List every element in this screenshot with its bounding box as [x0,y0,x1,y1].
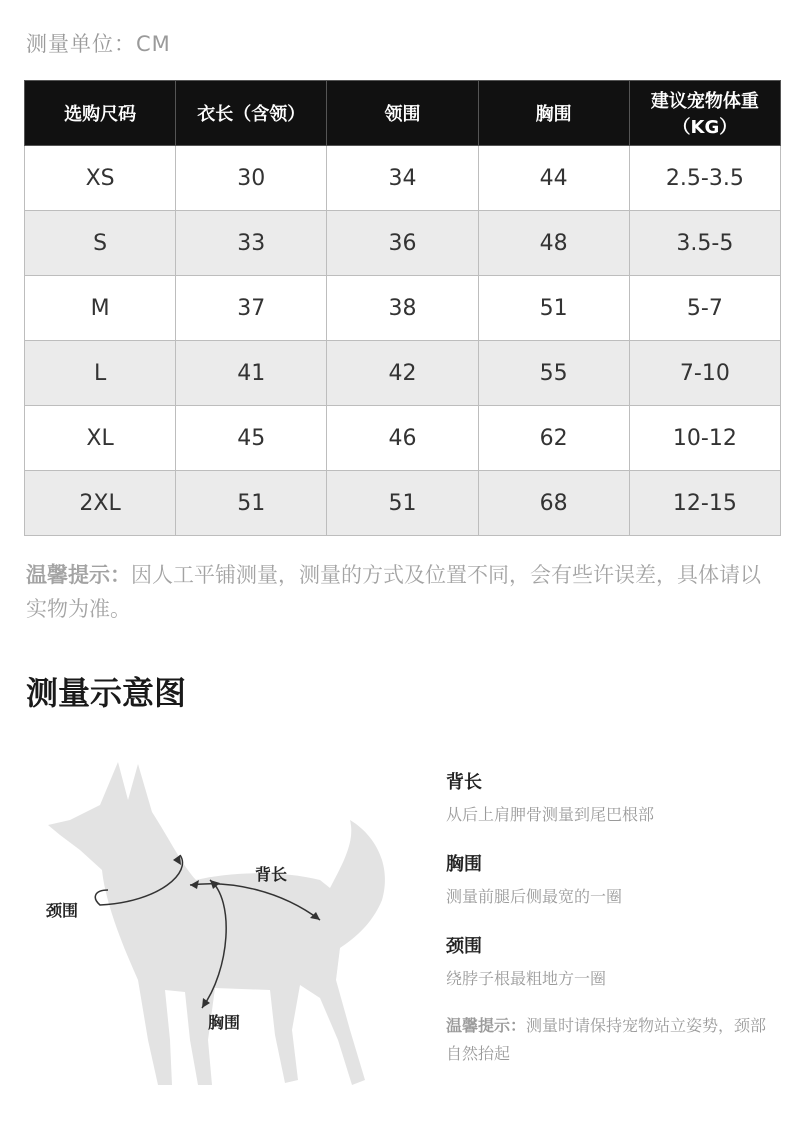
table-row [25,276,781,341]
measurement-unit: 测量单位：CM [26,32,171,56]
cell-chest: 68 [478,471,629,536]
legend-chest [446,850,776,907]
header-size: 选购尺码 [25,81,176,146]
legend-neck-desc: 绕脖子根最粗地方一圈 [446,969,607,988]
chest-label: 胸围 [208,1013,241,1032]
cell-neck: 46 [327,406,478,471]
cell-length: 45 [176,406,327,471]
table-row [25,146,781,211]
cell-neck: 34 [327,146,478,211]
table-row [25,406,781,471]
cell-neck: 51 [327,471,478,536]
standing-note [446,1012,776,1068]
cell-size: XS [25,146,176,211]
size-table [24,80,781,536]
cell-length: 30 [176,146,327,211]
cell-weight: 12-15 [629,471,780,536]
legend-back [446,768,776,825]
cell-weight: 5-7 [629,276,780,341]
cell-chest: 51 [478,276,629,341]
cell-length: 37 [176,276,327,341]
cell-size: M [25,276,176,341]
measurement-tip [26,558,776,626]
header-weight: 建议宠物体重（KG） [629,81,780,146]
diagram-title: 测量示意图 [26,674,187,712]
cell-neck: 38 [327,276,478,341]
cell-weight: 2.5-3.5 [629,146,780,211]
note-label: 温馨提示： [446,1016,527,1035]
cell-chest: 55 [478,341,629,406]
cell-neck: 36 [327,211,478,276]
cell-size: L [25,341,176,406]
tip-label: 温馨提示： [26,563,131,587]
cell-chest: 48 [478,211,629,276]
table-row [25,341,781,406]
legend-chest-title: 胸围 [446,854,482,875]
legend-neck-title: 颈围 [446,936,482,957]
back-label: 背长 [255,865,288,884]
cell-size: XL [25,406,176,471]
cell-weight: 3.5-5 [629,211,780,276]
cell-length: 41 [176,341,327,406]
legend-chest-desc: 测量前腿后侧最宽的一圈 [446,887,623,906]
tip-text: 因人工平铺测量，测量的方式及位置不同，会有些许误差，具体请以实物为准。 [26,563,761,621]
cell-chest: 44 [478,146,629,211]
legend-back-desc: 从后上肩胛骨测量到尾巴根部 [446,805,655,824]
cell-neck: 42 [327,341,478,406]
header-chest: 胸围 [478,81,629,146]
legend-back-title: 背长 [446,772,482,793]
header-neck: 领围 [327,81,478,146]
dog-measurement-diagram [20,740,420,1110]
cell-chest: 62 [478,406,629,471]
legend-neck [446,932,776,989]
cell-length: 51 [176,471,327,536]
cell-length: 33 [176,211,327,276]
header-length: 衣长（含领） [176,81,327,146]
table-header-row [25,81,781,146]
cell-size: S [25,211,176,276]
note-text: 测量时请保持宠物站立姿势，颈部自然抬起 [446,1016,767,1063]
dog-silhouette-icon [48,762,385,1085]
cell-weight: 10-12 [629,406,780,471]
neck-label: 颈围 [46,901,79,920]
table-row [25,471,781,536]
table-row [25,211,781,276]
cell-weight: 7-10 [629,341,780,406]
cell-size: 2XL [25,471,176,536]
